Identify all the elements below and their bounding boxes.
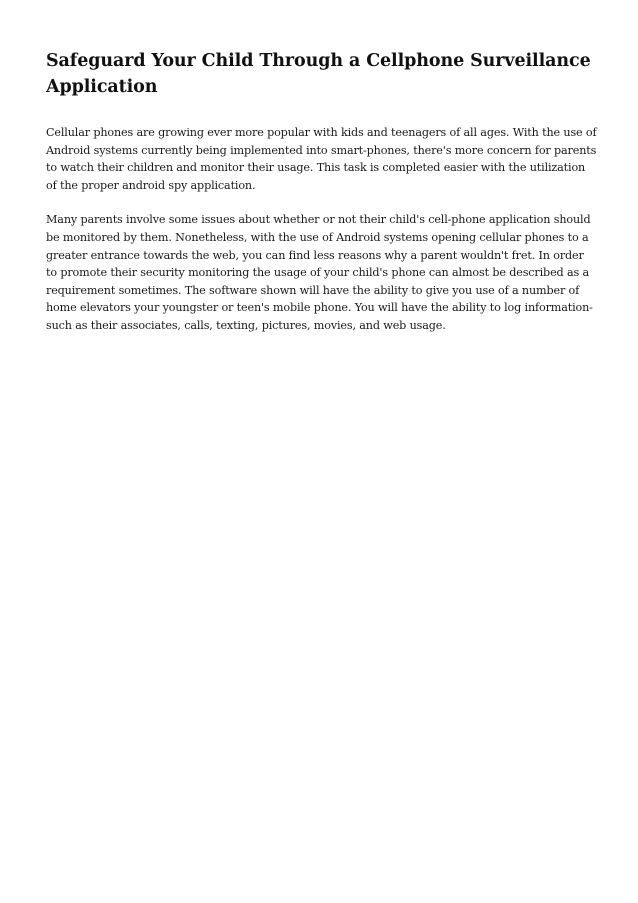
- document-body: [46, 48, 598, 335]
- paragraph-2: Many parents involve some issues about whether or not their child's cell-phone application should be monitored by them. Nonetheless, with the use of Android systems opening cellular phones to a greater entrance towards the web, you can find less reasons why a parent wouldn't fret. In order to promote their security monitoring the usage of your child's phone can almost be described as a requirement sometimes. The software shown will have the ability to give you use of a number of home elevators your youngster or teen's mobile phone. You will have the ability to log information-such as their associates, calls, texting, pictures, movies, and web usage.: [46, 213, 593, 332]
- paragraph-1: Cellular phones are growing ever more popular with kids and teenagers of all ages. With the use of Android systems currently being implemented into smart-phones, there's more concern for parents to watch their children and monitor their usage. This task is completed easier with the utilization of the proper android spy application.: [46, 126, 597, 192]
- document-title: Safeguard Your Child Through a Cellphone Surveillance Application: [46, 51, 591, 97]
